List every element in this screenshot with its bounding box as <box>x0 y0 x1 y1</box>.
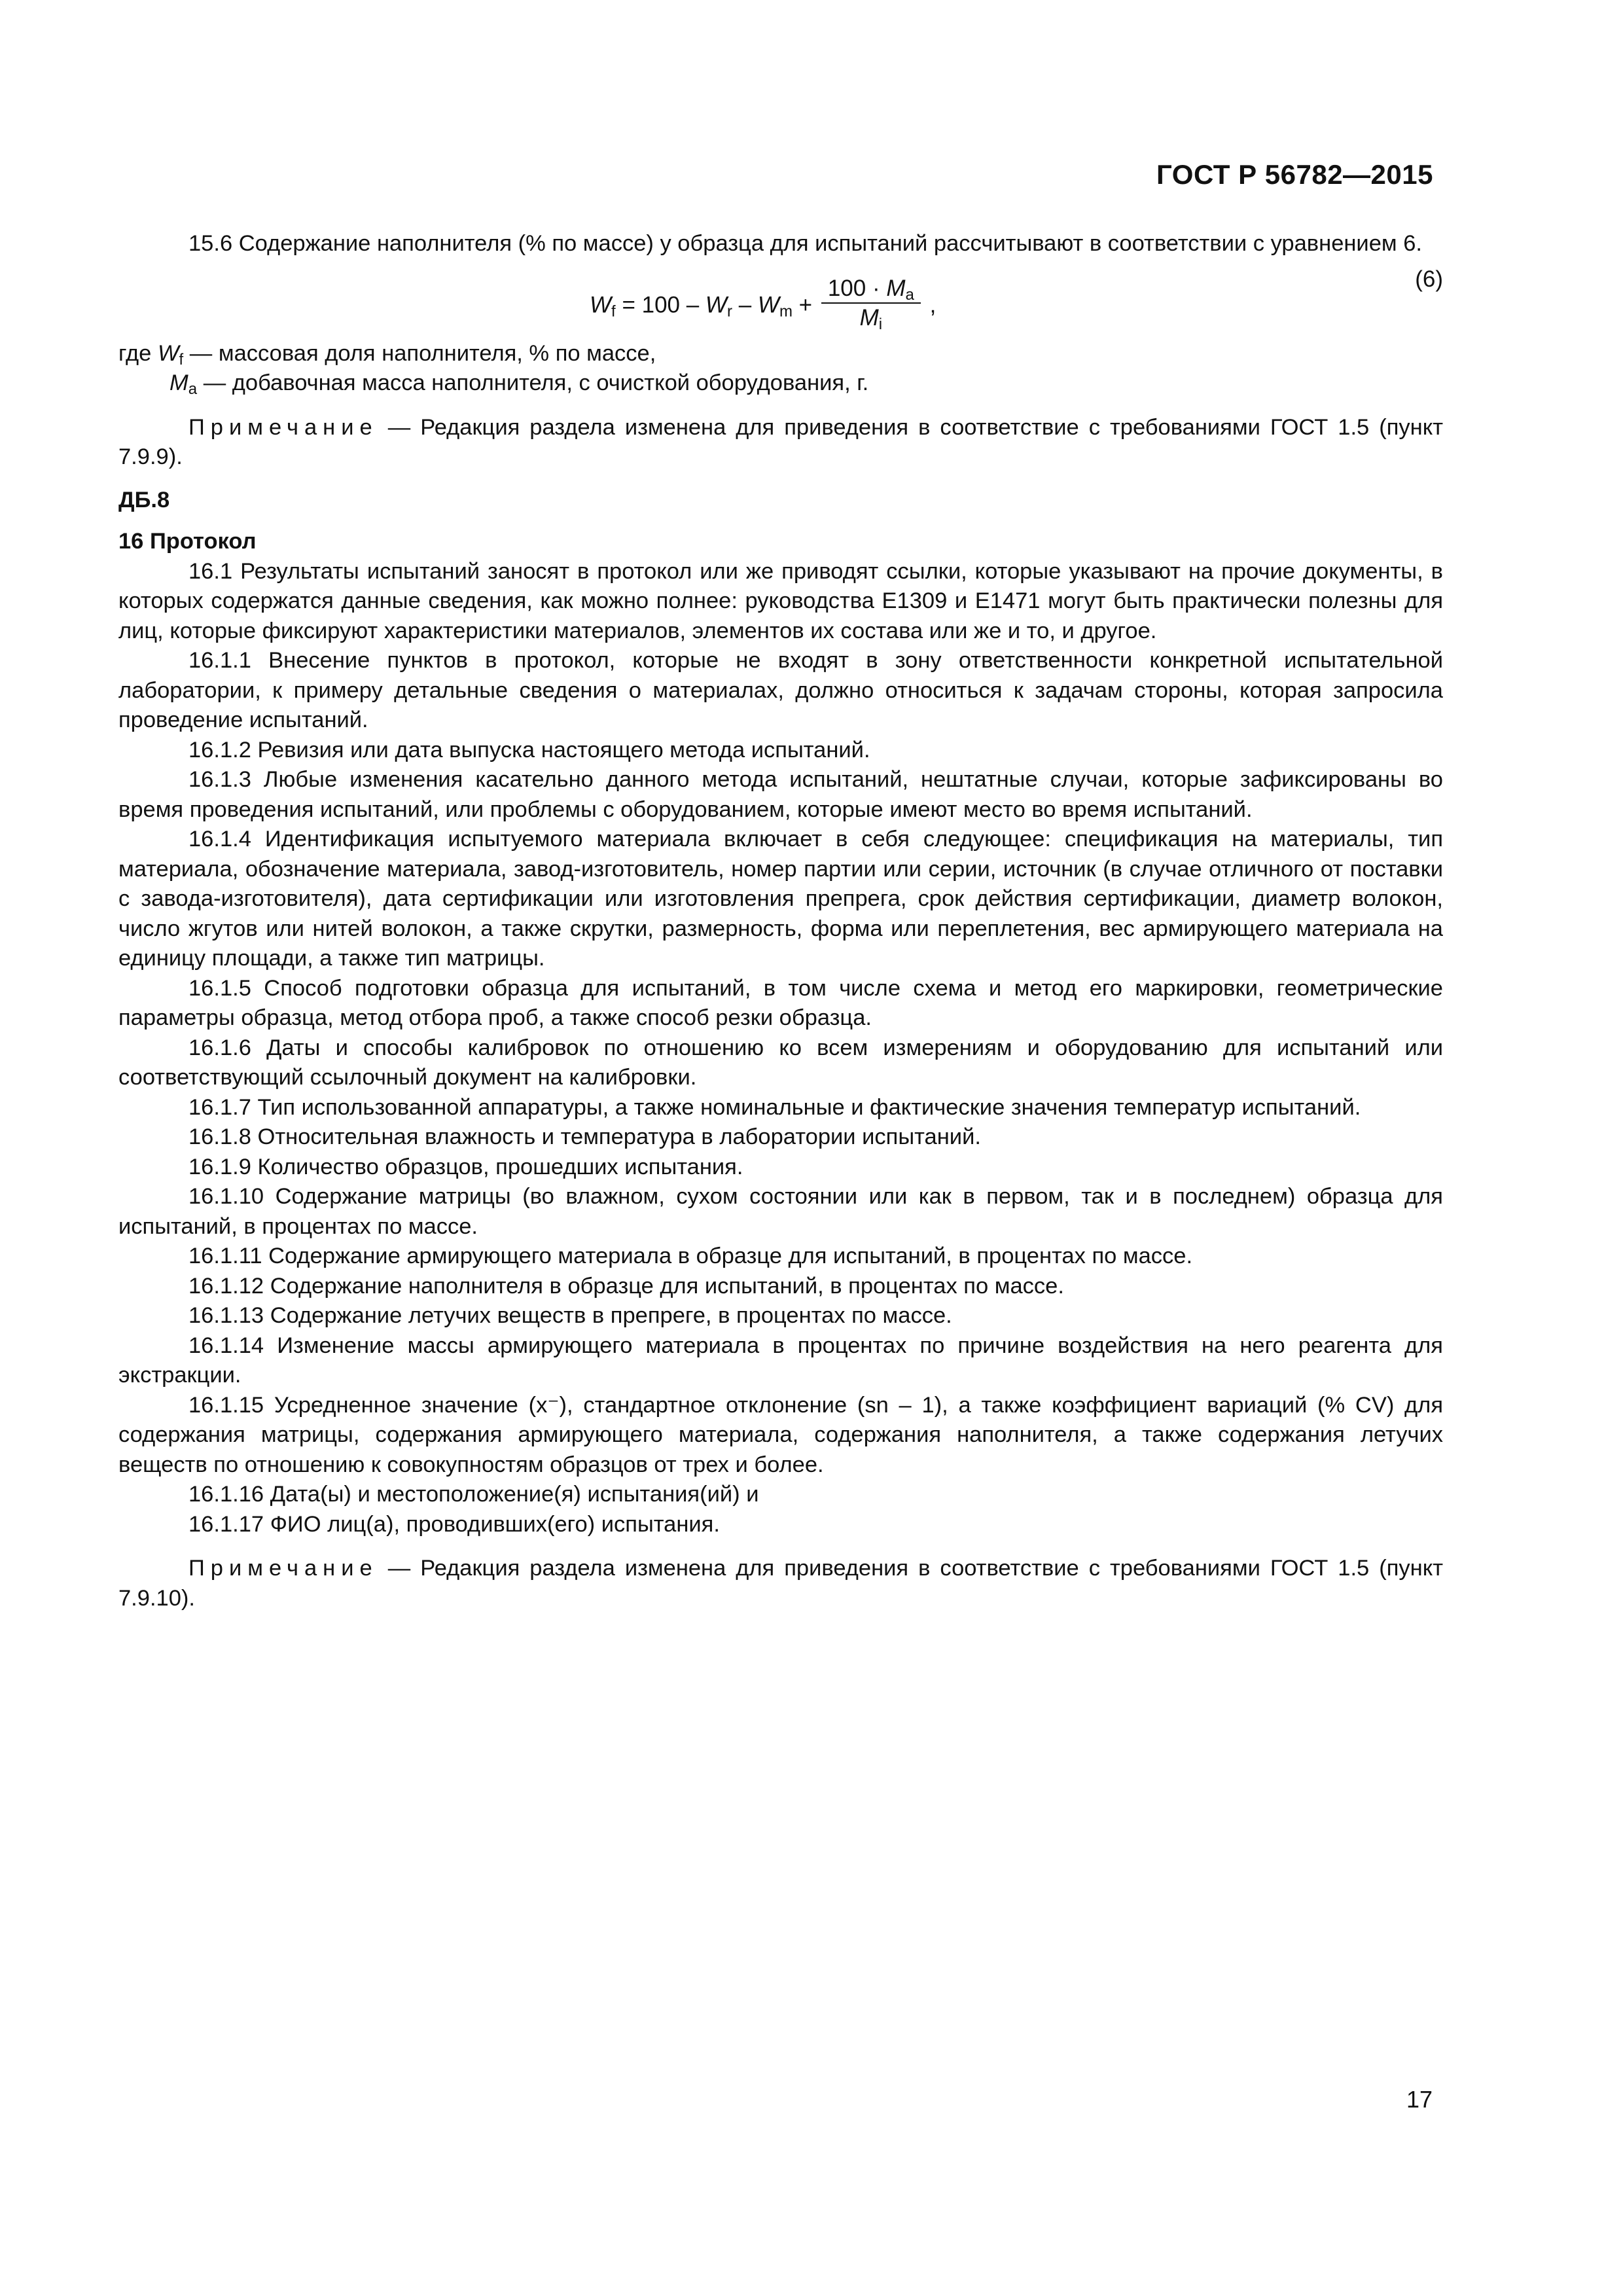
where-sub-f: f <box>179 350 184 368</box>
where-desc-ma: — добавочная масса наполнителя, с очисткой оборудования, г. <box>197 370 869 395</box>
where-block <box>118 339 1443 399</box>
list-item: 16.1.2 Ревизия или дата выпуска настоящего метода испытаний. <box>188 737 870 762</box>
plus-sign: + <box>792 291 819 317</box>
list-item: 16.1.13 Содержание летучих веществ в препреге, в процентах по массе. <box>188 1303 952 1328</box>
var-wr: W <box>705 291 727 317</box>
where-row-ma <box>118 368 1443 399</box>
equation-expression <box>590 275 936 335</box>
where-var-wf: W <box>157 340 179 366</box>
list-item: 16.1.4 Идентификация испытуемого материала включает в себя следующее: спецификация на материалы, тип материала, обозначение материала, завод-изготовитель, номер партии или серии, источник (в случае отличного от поставки с завода-изготовителя), дата сертификации или изготовления препрега, срок действия сертификации, диаметр волокон, число жгутов или нитей волокон, а также скрутки, размерность, форма или переплетения, вес армирующего материала на единицу площади, а также тип матрицы. <box>118 827 1443 971</box>
appendix-label: ДБ.8 <box>118 487 170 512</box>
fraction-denominator <box>821 304 921 332</box>
list-item: 16.1.7 Тип использованной аппаратуры, а также номинальные и фактические значения температур испытаний. <box>188 1094 1361 1120</box>
var-ma: M <box>886 275 906 301</box>
fraction <box>821 275 921 332</box>
list-item: 16.1.9 Количество образцов, прошедших испытания. <box>188 1154 743 1179</box>
minus-sign: – <box>732 291 758 317</box>
equation-number: (6) <box>1415 266 1443 292</box>
where-desc-wf: — массовая доля наполнителя, % по массе, <box>183 340 656 366</box>
equation-6 <box>118 259 1443 339</box>
sub-a: a <box>905 285 914 304</box>
page-number: 17 <box>1406 2086 1433 2113</box>
where-row-wf <box>118 339 1443 369</box>
sub-i: i <box>878 315 883 333</box>
var-wf: W <box>590 291 612 317</box>
sub-r: r <box>726 302 732 320</box>
document-body <box>118 229 1443 1613</box>
fraction-numerator <box>821 275 921 304</box>
note-2 <box>118 1554 1443 1613</box>
var-mi: M <box>859 304 879 331</box>
var-wm: W <box>757 291 779 317</box>
list-item: 16.1.16 Дата(ы) и местоположение(я) испытания(ий) и <box>188 1482 759 1507</box>
sub-m: m <box>779 302 793 320</box>
paragraph-15-6: 15.6 Содержание наполнителя (% по массе) у образца для испытаний рассчитывают в соответствии с уравнением 6. <box>188 231 1422 256</box>
list-item: 16.1.8 Относительная влажность и температура в лаборатории испытаний. <box>188 1124 981 1149</box>
list-item: 16.1.17 ФИО лиц(а), проводивших(его) испытания. <box>188 1511 720 1537</box>
where-prefix: где <box>118 340 158 366</box>
where-sub-a: a <box>188 380 198 398</box>
num-prefix: 100 · <box>827 275 887 301</box>
list-item: 16.1.3 Любые изменения касательно данного метода испытаний, нештатные случаи, которые зафиксированы во время проведения испытаний, или проблемы с оборудованием, которые имеют место во время испытаний. <box>118 767 1443 822</box>
list-item: 16.1 Результаты испытаний заносят в протокол или же приводят ссылки, которые указывают на прочие документы, в которых содержатся данные сведения, как можно полнее: руководства E1309 и E1471 могут быть практически полезны для лиц, которые фиксируют характеристики материалов, элементов их состава или же и то, и другое. <box>118 558 1443 643</box>
section-16-title: 16 Протокол <box>118 529 257 554</box>
list-item: 16.1.10 Содержание матрицы (во влажном, сухом состоянии или как в первом, так и в последнем) образца для испытаний, в процентах по массе. <box>118 1184 1443 1239</box>
list-item: 16.1.6 Даты и способы калибровок по отношению ко всем измерениям и оборудованию для испытаний или соответствующий ссылочный документ на калибровки. <box>118 1035 1443 1090</box>
list-item: 16.1.12 Содержание наполнителя в образце для испытаний, в процентах по массе. <box>188 1273 1064 1299</box>
list-item: 16.1.11 Содержание армирующего материала в образце для испытаний, в процентах по массе. <box>188 1244 1193 1268</box>
list-item: 16.1.5 Способ подготовки образца для испытаний, в том числе схема и метод его маркировки, геометрические параметры образца, метод отбора проб, а также способ резки образца. <box>118 975 1443 1030</box>
note-2-text: — Редакция раздела изменена для приведения в соответствие с требованиями ГОСТ 1.5 (пункт 7.9.10). <box>118 1556 1443 1611</box>
eq-text: = 100 – <box>615 291 705 317</box>
note-1-label: Примечание <box>188 414 378 440</box>
list-item: 16.1.14 Изменение массы армирующего материала в процентах по причине воздействия на него реагента для экстракции. <box>118 1333 1443 1388</box>
trailing-comma: , <box>923 291 936 317</box>
note-2-label: Примечание <box>188 1556 378 1581</box>
list-item: 16.1.15 Усредненное значение (x⁻), стандартное отклонение (sn – 1), а также коэффициент вариаций (% CV) для содержания матрицы, содержания армирующего материала, содержания наполнителя, а также содержания летучих веществ по отношению к совокупностям образцов от трех и более. <box>118 1392 1443 1477</box>
note-1 <box>118 413 1443 473</box>
where-var-ma: M <box>169 370 188 395</box>
list-item: 16.1.1 Внесение пунктов в протокол, которые не входят в зону ответственности конкретной испытательной лаборатории, к примеру детальные сведения о материалах, должно относиться к задачам стороны, которая запросила проведение испытаний. <box>118 648 1443 732</box>
note-1-text: — Редакция раздела изменена для приведения в соответствие с требованиями ГОСТ 1.5 (пункт 7.9.9). <box>118 414 1443 469</box>
sub-f: f <box>611 302 616 320</box>
document-code: ГОСТ Р 56782—2015 <box>1156 159 1433 190</box>
